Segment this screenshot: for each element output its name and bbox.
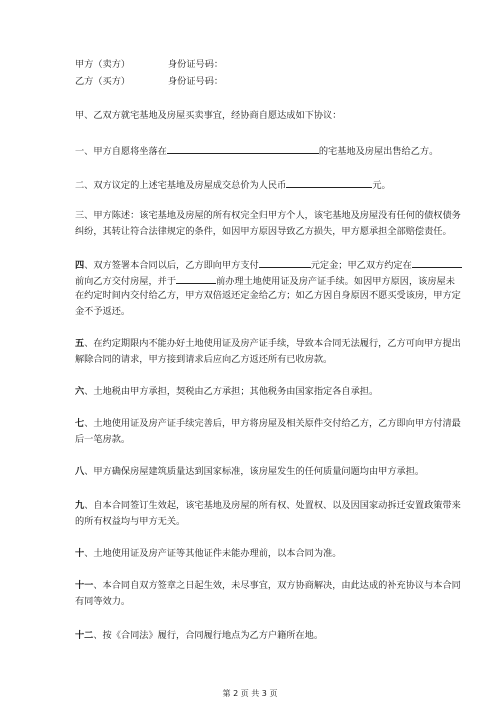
clause-4-line-2: [75, 274, 455, 288]
clause-10-text: 、土地使用证及房产证等其他证件未能办理前，以本合同为准。: [84, 548, 342, 559]
clause-1-text-b: 的宅基地及房屋出售给乙方。: [318, 146, 439, 157]
clause-6: [75, 386, 378, 398]
clause-7-line-2: 后一笔房款。: [75, 434, 131, 445]
clause-12-text: 、按《合同法》履行，合同履行地点为乙方户籍所在地。: [93, 630, 324, 641]
clause-4-text-c: 前向乙方交付房屋，并于: [75, 276, 177, 287]
clause-11-number: 十一: [75, 580, 94, 591]
clause-4-line-3: 在约定时间内交付给乙方，甲方双倍返还定金给乙方；如乙方因自身原因不愿买受该房，甲方定: [75, 290, 461, 301]
clause-9-text: 、自本合同签订生效起，该宅基地及房屋的所有权、处置权、以及因国家动拆迁安置政策带来: [84, 500, 461, 511]
clause-8-text: 、甲方确保房屋建筑质量达到国家标准，该房屋发生的任何质量问题均由甲方承担。: [84, 466, 425, 477]
price-blank: [286, 178, 372, 188]
clause-7-number: 七: [75, 418, 85, 429]
clause-5-text: 、在约定期限内不能办好土地使用证及房产证手续，导致本合同无法履行，乙方可向甲方提出: [84, 338, 461, 349]
clause-2-text-a: 二、双方议定的上述宅基地及房屋成交总价为人民币: [75, 180, 287, 191]
clause-6-number: 六: [75, 386, 85, 397]
party-a-label: 甲方（卖方）: [75, 59, 131, 70]
clause-11-text: 、本合同自双方签章之日起生效，未尽事宜，双方协商解决，由此达成的补充协议与本合同: [93, 580, 461, 591]
clause-2: [75, 178, 391, 192]
clause-10: [75, 548, 341, 560]
preamble: 甲、乙双方就宅基地及房屋买卖事宜，经协商自愿达成如下协议：: [75, 110, 342, 121]
clause-8-number: 八: [75, 466, 85, 477]
clause-10-number: 十: [75, 548, 85, 559]
clause-5-line-1: [75, 338, 461, 350]
clause-3-line-1: 三、甲方陈述：该宅基地及房屋的所有权完全归甲方个人，该宅基地及房屋没有任何的债权债务: [75, 210, 461, 221]
clause-2-text-b: 元。: [372, 180, 391, 191]
party-b-id-label: 身份证号码：: [168, 76, 224, 87]
clause-9-line-1: [75, 500, 461, 512]
clause-5-number: 五: [75, 338, 85, 349]
clause-7-line-1: [75, 418, 461, 430]
delivery-date-blank: [412, 258, 462, 268]
clause-4-line-4: 金不予返还。: [75, 306, 131, 317]
certificate-date-blank: [176, 274, 216, 284]
clause-4-text-b: 元定金；甲乙双方约定在: [310, 260, 412, 271]
clause-4-line-1: [75, 258, 462, 272]
page-number-footer: 第 2 页 共 3 页: [222, 689, 278, 698]
clause-9-number: 九: [75, 500, 85, 511]
clause-7-text: 、土地使用证及房产证手续完善后，甲方将房屋及相关原件交付给乙方，乙方即向甲方付清最: [84, 418, 461, 429]
clause-12-number: 十二: [75, 630, 94, 641]
clause-1: [75, 144, 438, 158]
clause-4-number: 四: [75, 260, 85, 271]
deposit-blank: [259, 258, 311, 268]
clause-11-line-1: [75, 580, 461, 592]
party-b-label: 乙方（买方）: [75, 76, 131, 87]
clause-4-text-a: 、双方签署本合同以后，乙方即向甲方支付: [84, 260, 259, 271]
clause-3-line-2: 纠纷，其转让符合法律规定的条件，如因甲方原因导致乙方损失，甲方愿承担全部赔偿责任。: [75, 226, 452, 237]
clause-11-line-2: 有同等效力。: [75, 596, 131, 607]
location-blank: [167, 144, 319, 154]
clause-9-line-2: 的所有权益均与甲方无关。: [75, 516, 186, 527]
party-a-id-label: 身份证号码：: [168, 59, 224, 70]
clause-12: [75, 630, 323, 642]
clause-8: [75, 466, 424, 478]
clause-1-text-a: 一、甲方自愿将坐落在: [75, 146, 167, 157]
clause-5-line-2: 解除合同的请求，甲方接到请求后应向乙方返还所有已收房款。: [75, 354, 333, 365]
clause-6-text: 、土地税由甲方承担，契税由乙方承担；其他税务由国家指定各自承担。: [84, 386, 379, 397]
clause-4-text-d: 前办理土地使用证及房产证手续。如因甲方原因，该房屋未: [216, 276, 455, 287]
